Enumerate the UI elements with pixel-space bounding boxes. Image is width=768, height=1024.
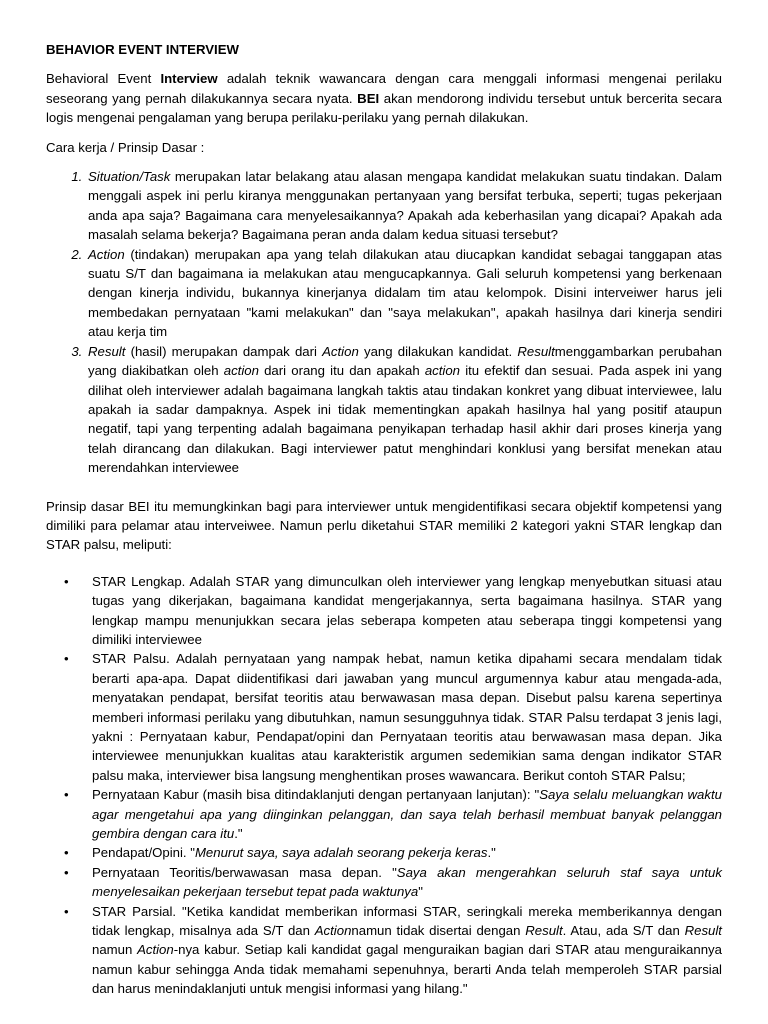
intro-text-3: akan mendorong individu tersebut untuk bercerita secara logis mengenai pengalaman yang berupa perilaku-perilaku yang pernah dilakukan.	[46, 90, 722, 126]
item-text: itu efektif dan sesuai. Pada aspek ini yang dilihat oleh interviewer adalah bagaimana langkah taktis atau tindakan konkret yang dibuat interviewee, lalu apakah ia sadar dampaknya. Aspek ini tidak mementingkan apakah hasilnya hal yang positif ataupun negatif, tapi yang terpenting adalah bagaimana penyikapan terhadap hasil akhir dari proses kinerja yang telah dirancang dan dilakukan. Bagi interviewer patut menghindari konklusi yang bersifat menekan atau merendahkan interviewee	[88, 363, 722, 476]
item-text: (hasil) merupakan dampak dari	[125, 343, 323, 359]
quote-italic: Saya akan mengerahkan seluruh staf saya untuk menyelesaikan pekerjaan tersebut tepat pada waktunya	[92, 864, 722, 900]
italic-term: Action	[314, 923, 352, 939]
item-text: Pernyataan Teoritis/berwawasan masa depan. "	[92, 864, 397, 880]
list-item-result	[86, 342, 722, 478]
bullet-star-parsial	[92, 902, 722, 999]
italic-term: action	[424, 363, 461, 379]
bullet-pendapat-opini	[92, 843, 722, 862]
intro-bold-interview: Interview	[160, 71, 218, 87]
italic-term: Result	[684, 923, 722, 939]
intro-bold-bei: BEI	[357, 90, 380, 106]
item-text: yang dilakukan kandidat.	[358, 343, 518, 359]
quote-italic: Saya selalu meluangkan waktu agar mengetahui apa yang diinginkan pelanggan, dan saya telah berhasil membuat banyak pelanggan gembira dengan cara itu	[92, 787, 722, 842]
intro-paragraph	[46, 69, 722, 127]
italic-term: Action	[137, 942, 174, 958]
bullet-star-lengkap: • STAR Lengkap. Adalah STAR yang dimunculkan oleh interviewer yang lengkap menyebutkan situasi atau tugas yang dikerjakan, bagaimana kandidat mengerjakannya, serta bagaimana hasilnya. STAR yang lengkap mampu menunjukkan secara jelas seberapa kompeten atau seberapa tinggi kompetensi yang dimiliki interviewee	[92, 572, 722, 650]
document-title: BEHAVIOR EVENT INTERVIEW	[46, 42, 239, 57]
item-text: ."	[487, 845, 496, 861]
prinsip-paragraph: Prinsip dasar BEI itu memungkinkan bagi para interviewer untuk mengidentifikasi secara objektif kompetensi yang dimiliki para pelamar atau interveiwee. Namun perlu diketahui STAR memiliki 2 kategori yakni STAR lengkap dan STAR palsu, meliputi:	[46, 498, 722, 553]
italic-term: Result	[517, 343, 555, 359]
item-text: Pendapat/Opini. "	[92, 845, 195, 861]
bullet-star-palsu: • STAR Palsu. Adalah pernyataan yang nampak hebat, namun ketika dipahami secara mendalam tidak berarti apa-apa. Dapat diidentifikasi dari jawaban yang muncul argumennya kabur atau mengada-ada, menyatakan pendapat, bersifat teoritis atau berwawasan masa depan. Disebut palsu karena sepertinya memberi informasi perilaku yang dibutuhkan, namun sesungguhnya tidak. STAR Palsu terdapat 3 jenis lagi, yakni : Pernyataan kabur, Pendapat/opini dan Pernyataan teoritis atau berwawasan masa depan. Jika interviewee menunjukkan kualitas atau karakteristik argumen sedemikian sama dengan indikator STAR palsu maka, interviewer bisa langsung menghentikan proses wawancara. Berikut contoh STAR Palsu;	[92, 649, 722, 785]
item-text: . Atau, ada S/T dan	[562, 923, 685, 939]
quote-italic: Menurut saya, saya adalah seorang pekerja keras	[194, 845, 488, 861]
bullet-pernyataan-kabur	[92, 785, 722, 843]
bullet-list	[46, 572, 722, 999]
item-text: ."	[234, 826, 243, 842]
item-text: namun tidak disertai dengan	[351, 923, 526, 939]
bullet-pernyataan-teoritis	[92, 863, 722, 902]
term-situation-task: Situation/Task	[88, 169, 171, 185]
cara-kerja-heading: Cara kerja / Prinsip Dasar :	[46, 139, 205, 155]
list-item-action	[86, 245, 722, 342]
numbered-list	[46, 167, 722, 478]
spacer	[46, 478, 722, 497]
item-text: -nya kabur. Setiap kali kandidat gagal menguraikan bagian dari STAR atau menguraikannya namun kabur sehingga Anda tidak memahami sepenuhnya, berarti Anda telah memperoleh STAR parsial dan harus menindaklanjuti untuk mengisi informasi yang hilang."	[92, 942, 722, 997]
italic-term: Result	[525, 923, 563, 939]
item-text: namun	[92, 942, 138, 958]
intro-text-2: adalah teknik wawancara dengan cara menggali informasi mengenai perilaku seseorang yang pernah dilakukannya secara nyata.	[46, 71, 722, 106]
italic-term: Action	[322, 343, 359, 359]
italic-term: action	[223, 363, 259, 379]
term-result: Result	[88, 343, 126, 359]
item-text: (tindakan) merupakan apa yang telah dilakukan atau diucapkan kandidat sebagai tanggapan atas suatu S/T dan bagaimana ia melakukan atau mengucapkannya. Gali seluruh kompetensi yang berkenaan dengan kinerja individu, bukannya kinerjanya didalam tim atau kelompok. Disini interveiwer harus jeli membedakan pernyataan "kami melakukan" dan "saya melakukan", apakah hasilnya dari kinerja sendiri atau kerja tim	[88, 246, 722, 340]
item-text: "	[418, 884, 423, 900]
item-text: Pernyataan Kabur (masih bisa ditindaklanjuti dengan pertanyaan lanjutan): "	[92, 787, 540, 803]
item-text: STAR Parsial. "Ketika kandidat memberikan informasi STAR, seringkali mereka memberikannya dengan tidak lengkap, misalnya ada S/T dan	[92, 903, 722, 939]
spacer	[46, 555, 722, 572]
term-action: Action	[88, 246, 125, 262]
list-item-situation-task	[86, 167, 722, 245]
item-text: menggambarkan perubahan yang diakibatkan oleh	[88, 343, 722, 379]
item-text: dari orang itu dan apakah	[258, 363, 425, 379]
item-text: merupakan latar belakang atau alasan mengapa kandidat melakukan suatu tindakan. Dalam menggali aspek ini perlu kiranya menggunakan pertanyaan yang bersifat terbuka, seperti; tugas pekerjaan anda apa saja? Bagaimana cara menyelesaikannya? Apakah ada keberhasilan yang dicapai? Apakah ada masalah selama bekerja? Bagaimana peran anda dalam kedua situasi tersebut?	[88, 169, 722, 243]
intro-text-1: Behavioral Event	[46, 71, 161, 87]
